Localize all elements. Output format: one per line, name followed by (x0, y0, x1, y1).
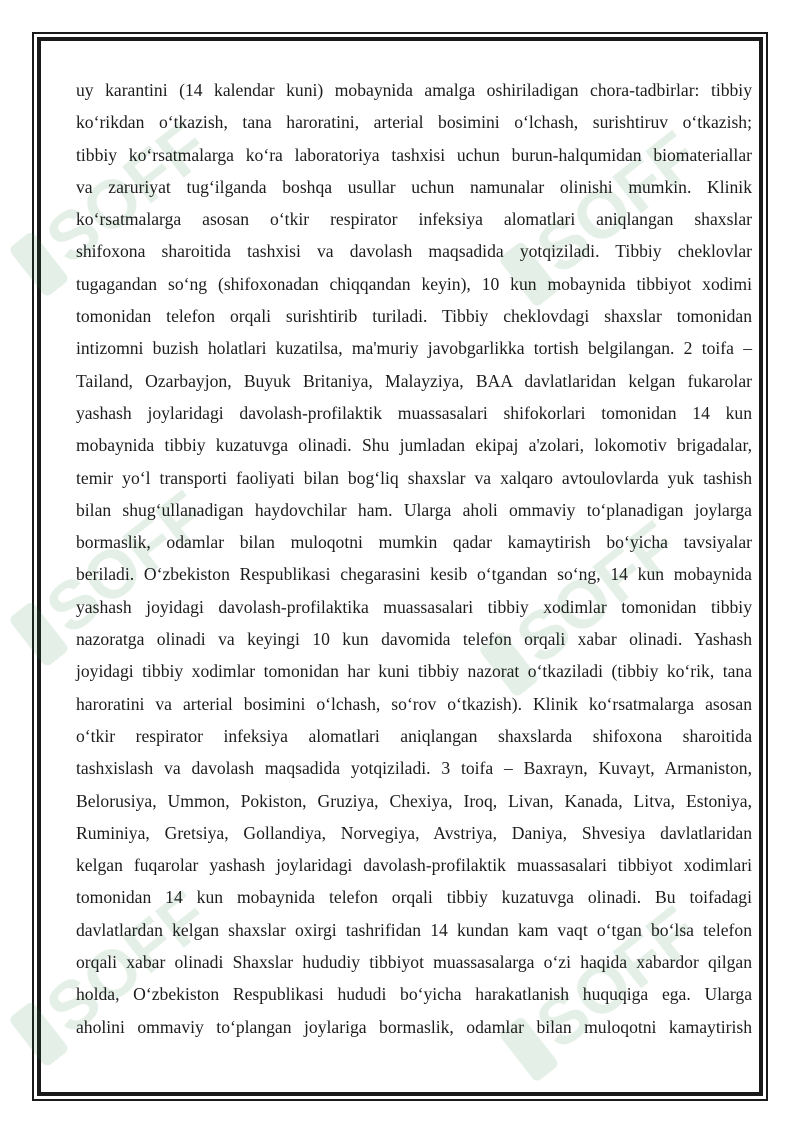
text-line: kelgan fuqarolar yashash joylaridagi davolash-profilaktik muassasalari tibbiyot xodimlari (76, 855, 752, 876)
text-line: intizomni buzish holatlari kuzatilsa, ma'muriy javobgarlikka tortish belgilangan. 2 toifa – (76, 338, 752, 359)
text-line: tomonidan 14 kun mobaynida telefon orqali tibbiy kuzatuvga olinadi. Bu toifadagi (76, 887, 752, 908)
text-line: bormaslik, odamlar bilan muloqotni mumkin qadar kamaytirish bo‘yicha tavsiyalar (76, 532, 752, 553)
text-line: holda, O‘zbekiston Respublikasi hududi bo‘yicha harakatlanish huquqiga ega. Ularga (76, 984, 752, 1005)
text-line: shifoxona sharoitida tashxisi va davolash maqsadida yotqiziladi. Tibbiy cheklovlar (76, 241, 752, 262)
text-line: Ruminiya, Gretsiya, Gollandiya, Norvegiya, Avstriya, Daniya, Shvesiya davlatlaridan (76, 822, 752, 843)
text-line: o‘tkir respirator infeksiya alomatlari aniqlangan shaxslarda shifoxona sharoitida (76, 725, 752, 746)
text-line: ko‘rsatmalarga asosan o‘tkir respirator infeksiya alomatlari aniqlangan shaxslar (76, 209, 752, 230)
text-line: nazoratga olinadi va keyingi 10 kun davomida telefon orqali xabar olinadi. Yashash (76, 629, 752, 650)
svg-text:SOFF: SOFF (32, 106, 223, 279)
text-line: temir yo‘l transporti faoliyati bilan bog‘liq shaxslar va xalqaro avtoulovlarda yuk tashish (76, 467, 752, 488)
text-line: orqali xabar olinadi Shaxslar hududiy tibbiyot muassasalarga o‘zi haqida xabardor qilgan (76, 952, 752, 973)
text-line: mobaynida tibbiy kuzatuvga olinadi. Shu jumladan ekipaj a'zolari, lokomotiv brigadalar, (76, 435, 752, 456)
text-line: beriladi. O‘zbekiston Respublikasi chegarasini kesib o‘tgandan so‘ng, 14 kun mobaynida (76, 564, 752, 585)
text-line: ko‘rikdan o‘tkazish, tana haroratini, arterial bosimini o‘lchash, surishtiruv o‘tkazish; (76, 112, 752, 133)
text-line: Belorusiya, Ummon, Pokiston, Gruziya, Chexiya, Iroq, Livan, Kanada, Litva, Estoniya, (76, 790, 752, 811)
text-line: Tailand, Ozarbayjon, Buyuk Britaniya, Malayziya, BAA davlatlaridan kelgan fukarolar (76, 370, 752, 391)
text-line: tibbiy ko‘rsatmalarga ko‘ra laboratoriya tashxisi uchun burun-halqumidan biomateriallar (76, 144, 752, 165)
text-line: haroratini va arterial bosimini o‘lchash, so‘rov o‘tkazish). Klinik ko‘rsatmalarga asosan (76, 693, 752, 714)
svg-text:SOFF: SOFF (32, 476, 223, 649)
text-line: va zaruriyat tug‘ilganda boshqa usullar uchun namunalar olinishi mumkin. Klinik (76, 176, 752, 197)
text-line: tomonidan telefon orqali surishtirib turiladi. Tibbiy cheklovdagi shaxslar tomonidan (76, 306, 752, 327)
svg-text:SOFF: SOFF (522, 116, 713, 289)
text-line: aholini ommaviy to‘plangan joylariga bormaslik, odamlar bilan muloqotni kamaytirish (76, 1016, 752, 1037)
text-line: tashxislash va davolash maqsadida yotqiziladi. 3 toifa – Baxrayn, Kuvayt, Armaniston, (76, 758, 752, 779)
svg-text:SOFF: SOFF (32, 876, 223, 1049)
svg-text:SOFF: SOFF (522, 891, 713, 1064)
text-line: bilan shug‘ullanadigan haydovchilar ham. Ularga aholi ommaviy to‘planadigan joylarga (76, 499, 752, 520)
svg-text:SOFF: SOFF (502, 506, 693, 679)
text-line: yashash joylaridagi davolash-profilaktik muassasalari shifokorlari tomonidan 14 kun (76, 402, 752, 423)
text-line: tugagandan so‘ng (shifoxonadan chiqqandan keyin), 10 kun mobaynida tibbiyot xodimi (76, 273, 752, 294)
text-line: yashash joyidagi davolash-profilaktika muassasalari tibbiy xodimlar tomonidan tibbiy (76, 596, 752, 617)
text-line: davlatlardan kelgan shaxslar oxirgi tashrifidan 14 kundan kam vaqt o‘tgan bo‘lsa telefon (76, 919, 752, 940)
text-line: uy karantini (14 kalendar kuni) mobaynida amalga oshiriladigan chora-tadbirlar: tibbiy (76, 80, 752, 100)
document-body (76, 74, 752, 1043)
text-line: joyidagi tibbiy xodimlar tomonidan har kuni tibbiy nazorat o‘tkaziladi (tibbiy ko‘rik, tana (76, 661, 752, 682)
